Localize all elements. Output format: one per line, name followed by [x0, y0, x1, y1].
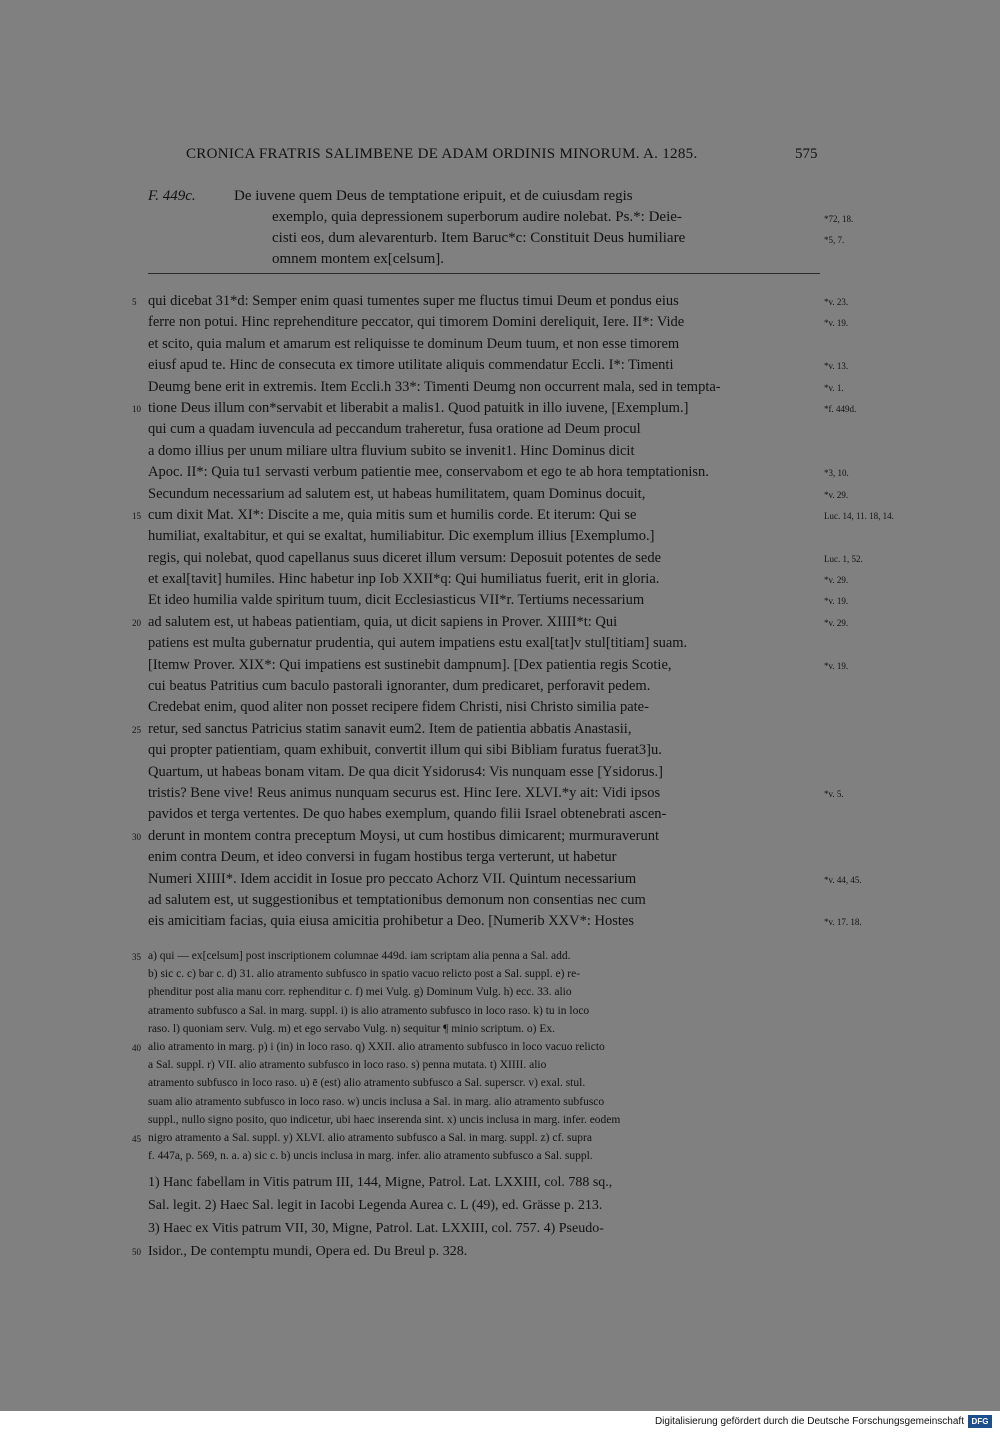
- line-number: 50: [132, 1247, 141, 1257]
- line-text: [Itemw Prover. XIX*: Qui impatiens est sustinebit dampnum]. [Dex patientia regis Scotie,: [148, 656, 672, 673]
- line-text: Et ideo humilia valde spiritum tuum, dicit Ecclesiasticus VII*r. Tertiums necessarium: [148, 592, 645, 609]
- line-text: Numeri XIIII*. Idem accidit in Iosue pro peccato Achorz VII. Quintum necessarium: [148, 870, 637, 887]
- text-line: [148, 740, 822, 761]
- text-line: [148, 1171, 820, 1194]
- margin-reference: *v. 17. 18.: [824, 917, 862, 928]
- line-text: atramento subfusco a Sal. in marg. suppl. i) is alio atramento subfusco in loco raso. k) tu in loco: [148, 1004, 590, 1017]
- line-text: et exal[tavit] humiles. Hinc habetur inp Iob XXII*q: Qui humiliatus fuerit, erit in gloria.: [148, 571, 660, 588]
- chapter-title-block: [148, 186, 854, 270]
- line-text: a) qui — ex[celsum] post inscriptionem columnae 449d. iam scriptam alia penna a Sal. add.: [148, 950, 571, 962]
- margin-reference: *v. 1.: [824, 382, 844, 393]
- margin-reference: *v. 13.: [824, 361, 849, 372]
- text-line: [148, 890, 822, 911]
- line-text: raso. l) quoniam serv. Vulg. m) et ego servabo Vulg. n) sequitur ¶ minio scriptum. o) Ex.: [148, 1022, 556, 1035]
- text-line: [148, 484, 849, 505]
- line-text: atramento subfusco in loco raso. u) ē (est) alio atramento subfusco a Sal. superscr. v) exal. stul.: [148, 1077, 586, 1090]
- title-line: [148, 207, 854, 228]
- text-line: [148, 847, 822, 868]
- text-line: [148, 548, 863, 569]
- line-text: alio atramento in marg. p) i (in) in loco raso. q) XXII. alio atramento subfusco in loco vacuo relicto: [148, 1040, 605, 1053]
- text-line: [148, 697, 822, 718]
- line-text: eis amicitiam facias, quia eiusa amicitia prohibetur a Deo. [Numerib XXV*: Hostes: [148, 913, 635, 930]
- text-line: [148, 1111, 820, 1129]
- text-line: [148, 869, 862, 890]
- line-text: suam alio atramento subfusco in loco raso. w) uncis inclusa a Sal. in marg. alio atramento subfusco: [148, 1095, 605, 1108]
- margin-reference: *5, 7.: [824, 235, 845, 245]
- margin-reference: *72, 18.: [824, 214, 854, 224]
- title-text: exemplo, quia depressionem superborum audire nolebat. Ps.*: Deie-: [272, 209, 682, 225]
- line-text: 3) Haec ex Vitis patrum VII, 30, Migne, Patrol. Lat. LXXIII, col. 757. 4) Pseudo-: [148, 1221, 604, 1236]
- line-text: eiusf apud te. Hinc de consecuta ex timore utilitate aliquis commendatur Eccli. I*: Timenti: [148, 357, 674, 374]
- title-text: cisti eos, dum alevarenturb. Item Baruc*c: Constituit Deus humiliare: [272, 230, 686, 246]
- line-text: Deumg bene erit in extremis. Item Eccli.h 33*: Timenti Deumg non occurrent mala, sed in tempta-: [148, 378, 721, 395]
- critical-apparatus: [132, 947, 820, 1165]
- text-line: [148, 1194, 820, 1217]
- line-number: 30: [132, 831, 141, 842]
- line-text: 1) Hanc fabellam in Vitis patrum III, 144, Migne, Patrol. Lat. LXXIII, col. 788 sq.,: [148, 1175, 613, 1190]
- text-line: [148, 1002, 820, 1020]
- source-notes: [132, 1171, 820, 1263]
- line-text: cum dixit Mat. XI*: Discite a me, quia mitis sum et humilis corde. Et iterum: Qui se: [148, 506, 637, 523]
- text-line: [148, 965, 820, 983]
- line-text: phenditur post alia manu corr. rephenditur c. f) mei Vulg. g) Dominum Vulg. h) ecc. 33. alio: [148, 986, 572, 999]
- text-line: [148, 334, 822, 355]
- margin-reference: *v. 29.: [824, 489, 849, 500]
- text-line: [132, 1038, 820, 1056]
- text-line: [148, 983, 820, 1001]
- line-text: suppl., nullo signo posito, quo indicetur, ubi haec inserenda sint. x) uncis inclusa in marg. infer. eodem: [148, 1113, 621, 1126]
- text-line: [148, 355, 849, 376]
- text-line: [132, 505, 894, 526]
- line-text: a domo illius per unum miliare ultra fluvium subito se invenit1. Hinc Dominus dicit: [148, 442, 635, 459]
- text-line: [132, 1240, 820, 1263]
- text-line: [132, 398, 857, 419]
- text-line: [148, 911, 862, 932]
- line-number: 10: [132, 403, 141, 414]
- line-text: tione Deus illum con*servabit et liberabit a malis1. Quod patuitk in illo iuvene, [Exemplum.]: [148, 399, 689, 416]
- title-line: [148, 228, 845, 249]
- margin-reference: Luc. 1, 52.: [824, 553, 863, 564]
- dfg-logo-icon: DFG: [968, 1415, 992, 1428]
- line-text: Credebat enim, quod aliter non posset recipere fidem Christi, nisi Christo similia pate-: [148, 699, 649, 716]
- line-text: Apoc. II*: Quia tu1 servasti verbum patientie mee, conservabom et ego te ab hora temptationisn.: [148, 464, 709, 481]
- text-line: [148, 655, 849, 676]
- line-text: Quartum, ut habeas bonam vitam. De qua dicit Ysidorus4: Vis nunquam esse [Ysidorus.]: [148, 763, 664, 780]
- margin-reference: *v. 19.: [824, 660, 849, 671]
- text-line: [132, 826, 822, 847]
- line-number: 15: [132, 510, 141, 521]
- text-line: [132, 719, 822, 740]
- line-text: qui dicebat 31*d: Semper enim quasi tumentes super me fluctus timui Deum et pondus eius: [148, 293, 679, 309]
- text-line: [148, 804, 822, 825]
- text-line: [148, 1020, 820, 1038]
- line-text: Sal. legit. 2) Haec Sal. legit in Iacobi Legenda Aurea c. L (49), ed. Grässe p. 213.: [148, 1198, 603, 1213]
- margin-reference: *3, 10.: [824, 468, 849, 479]
- line-text: cui beatus Patritius cum baculo pastorali ignoranter, dum predicaret, perforavit pedem.: [148, 678, 651, 695]
- line-text: ferre non potui. Hinc reprehenditure peccator, qui timorem Domini dereliquit, Iere. II*: Vide: [148, 314, 685, 331]
- margin-reference: *v. 23.: [824, 297, 849, 307]
- text-line: [148, 1093, 820, 1111]
- line-text: ad salutem est, ut suggestionibus et temptationibus demonum non consentias nec cum: [148, 891, 646, 908]
- line-text: pavidos et terga vertentes. De quo habes exemplum, quando filii Israel obtenebrati ascen-: [148, 806, 667, 823]
- text-line: [148, 1147, 820, 1165]
- page-number: 575: [795, 146, 818, 162]
- line-text: b) sic c. c) bar c. d) 31. alio atramento subfusco in spatio vacuo relicto post a Sal. suppl. e) re-: [148, 968, 581, 981]
- line-text: qui cum a quadam iuvencula ad peccandum traheretur, fusa oratione ad Deum procul: [148, 421, 641, 438]
- text-line: [148, 1056, 820, 1074]
- text-line: [132, 947, 820, 965]
- margin-reference: *v. 5.: [824, 788, 844, 799]
- line-text: patiens est multa gubernatur prudentia, qui autem impatiens estu exal[tat]v stul[titiam] suam.: [148, 635, 688, 652]
- line-text: Isidor., De contemptu mundi, Opera ed. Du Breul p. 328.: [148, 1244, 468, 1259]
- line-text: derunt in montem contra preceptum Moysi, ut cum hostibus dimicarent; murmuraverunt: [148, 827, 660, 844]
- text-line: [148, 441, 822, 462]
- line-number: 20: [132, 617, 141, 628]
- text-line: [148, 1074, 820, 1092]
- line-text: tristis? Bene vive! Reus animus nunquam securus est. Hinc Iere. XLVI.*y ait: Vidi ipsos: [148, 784, 661, 801]
- text-line: [148, 462, 849, 483]
- text-line: [148, 526, 822, 547]
- text-line: [132, 612, 849, 633]
- line-number: 5: [132, 297, 137, 307]
- title-line: [148, 249, 818, 270]
- text-line: [148, 633, 822, 654]
- title-line: [148, 186, 818, 207]
- line-number: 45: [132, 1133, 141, 1144]
- line-text: enim contra Deum, et ideo conversi in fugam hostibus terga verterunt, ut habetur: [148, 849, 617, 866]
- text-line: [132, 1129, 820, 1147]
- margin-reference: *v. 29.: [824, 575, 849, 586]
- line-number: 25: [132, 724, 141, 735]
- line-number: 35: [132, 952, 141, 962]
- text-line: [132, 291, 849, 312]
- text-line: [148, 590, 849, 611]
- text-line: [148, 676, 822, 697]
- margin-reference: *v. 44, 45.: [824, 874, 862, 885]
- text-line: [148, 762, 822, 783]
- title-text: omnem montem ex[celsum].: [272, 251, 445, 267]
- folio-reference: F. 449c.: [148, 188, 196, 204]
- divider-rule: [148, 273, 820, 274]
- line-text: nigro atramento a Sal. suppl. y) XLVI. alio atramento subfusco a Sal. in marg. suppl. z) cf. supra: [148, 1131, 592, 1144]
- running-title: CRONICA FRATRIS SALIMBENE DE ADAM ORDINIS MINORUM. A. 1285.: [186, 146, 698, 162]
- line-number: 40: [132, 1042, 141, 1053]
- margin-reference: Luc. 14, 11. 18, 14.: [824, 510, 894, 521]
- line-text: a Sal. suppl. r) VII. alio atramento subfusco in loco raso. s) penna mutata. t) XIIII. alio: [148, 1059, 547, 1072]
- text-line: [148, 419, 822, 440]
- line-text: f. 447a, p. 569, n. a. a) sic c. b) uncis inclusa in marg. infer. alio atramento subfusco a Sal. suppl.: [148, 1150, 593, 1163]
- line-text: et scito, quia malum et amarum est reliquisse te dominum Deum tuum, et non esse timorem: [148, 335, 680, 352]
- line-text: ad salutem est, ut habeas patientiam, quia, ut dicit sapiens in Prover. XIIII*t: Qui: [148, 613, 618, 630]
- main-text: [132, 291, 894, 933]
- margin-reference: *f. 449d.: [824, 403, 857, 414]
- funding-credit: Digitalisierung gefördert durch die Deutsche Forschungsgemeinschaft: [654, 1416, 964, 1427]
- text-line: [148, 569, 849, 590]
- text-line: [148, 312, 849, 333]
- line-text: qui propter patientiam, quam exhibuit, convertit illum qui sibi Bibliam furatus fuerat3]u.: [148, 742, 662, 759]
- text-line: [148, 1217, 820, 1240]
- line-text: Secundum necessarium ad salutem est, ut habeas humilitatem, quam Dominus docuit,: [148, 485, 646, 502]
- text-line: [148, 377, 844, 398]
- line-text: humiliat, exaltabitur, et qui se exaltat, humiliabitur. Dic exemplum illius [Exemplumo.]: [148, 528, 655, 545]
- margin-reference: *v. 19.: [824, 596, 849, 607]
- margin-reference: *v. 29.: [824, 617, 849, 628]
- line-text: regis, qui nolebat, quod capellanus suus diceret illum versum: Deposuit potentes de sede: [148, 549, 662, 566]
- line-text: retur, sed sanctus Patricius statim sanavit eum2. Item de patientia abbatis Anastasii,: [148, 720, 632, 737]
- text-line: [148, 783, 844, 804]
- title-text: De iuvene quem Deus de temptatione eripuit, et de cuiusdam regis: [234, 188, 633, 204]
- margin-reference: *v. 19.: [824, 318, 849, 329]
